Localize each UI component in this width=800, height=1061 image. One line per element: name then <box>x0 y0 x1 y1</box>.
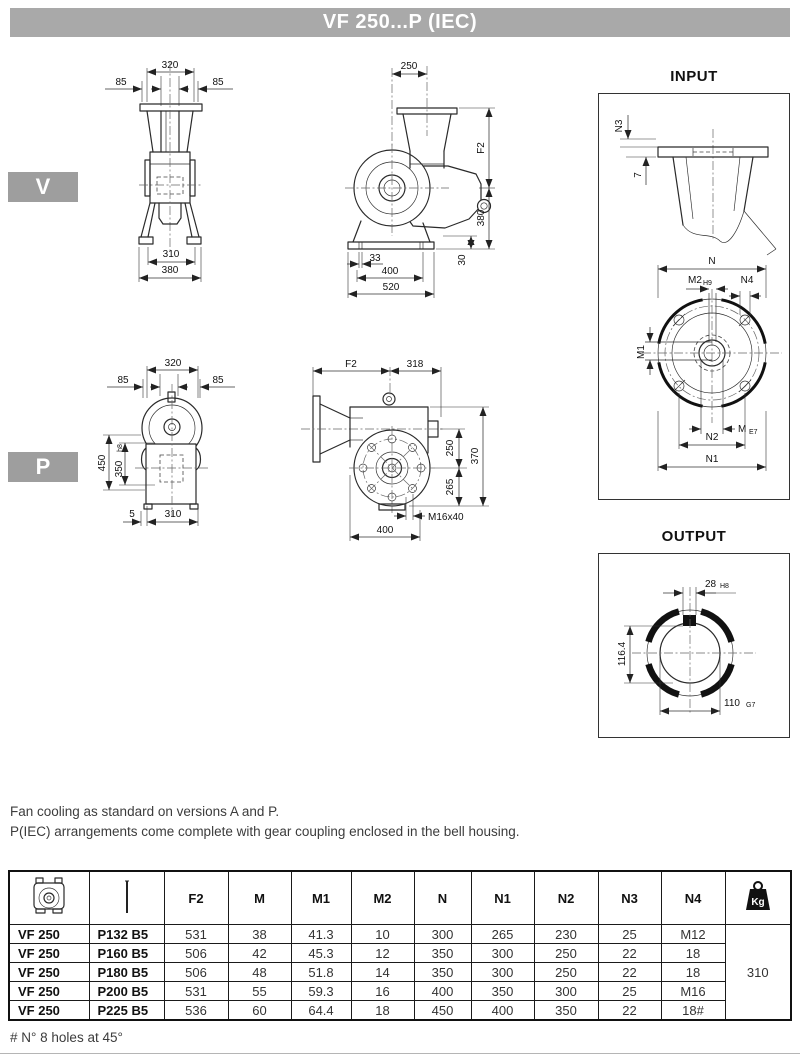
cell-model: VF 250 <box>9 963 89 982</box>
dim-v-offset-left: 85 <box>115 77 127 88</box>
cell-m: 60 <box>228 1001 291 1021</box>
cell-iec: P160 B5 <box>89 944 164 963</box>
version-p-label: P <box>35 454 51 479</box>
dim-p-ch-tol: h8 <box>117 444 124 452</box>
cell-f2: 531 <box>164 925 228 944</box>
p-front-drawing <box>95 356 280 538</box>
dim-output-key-d: 116.4 <box>617 641 628 667</box>
gearbox-icon <box>27 875 71 919</box>
dim-output-bore: 110 <box>724 698 740 709</box>
keyway-notch <box>683 615 696 626</box>
cell-n1: 300 <box>471 944 534 963</box>
header-m1: M1 <box>291 871 351 925</box>
dim-vside-slot: 33 <box>369 253 381 264</box>
cell-n3: 22 <box>598 963 661 982</box>
cell-m1: 45.3 <box>291 944 351 963</box>
header-n: N <box>414 871 471 925</box>
bottom-divider <box>0 1053 800 1054</box>
dim-p-ch: 350 <box>114 460 125 478</box>
cell-iec: P200 B5 <box>89 982 164 1001</box>
dim-vside-f2: F2 <box>476 142 487 154</box>
dim-v-base-inner: 310 <box>162 249 180 260</box>
dim-p-base-offset: 5 <box>129 509 135 520</box>
cell-n1: 350 <box>471 982 534 1001</box>
dim-input-n3: N3 <box>614 119 625 133</box>
footnote: # N° 8 holes at 45° <box>10 1030 123 1045</box>
dim-vside-base: 400 <box>381 266 399 277</box>
header-n4: N4 <box>661 871 725 925</box>
dimension-table <box>8 870 792 1021</box>
cell-n3: 22 <box>598 1001 661 1021</box>
dim-input-n1: N1 <box>705 454 719 465</box>
version-v-label: V <box>35 174 51 199</box>
cell-n: 450 <box>414 1001 471 1021</box>
cell-model: VF 250 <box>9 944 89 963</box>
version-tag-v <box>8 172 78 202</box>
dim-pside-lower: 265 <box>445 478 456 496</box>
dim-output-key-w: 28 <box>705 579 717 590</box>
cell-n2: 230 <box>534 925 598 944</box>
cell-n: 400 <box>414 982 471 1001</box>
cell-m2: 14 <box>351 963 414 982</box>
page-title-bar <box>10 8 790 37</box>
cell-iec: P225 B5 <box>89 1001 164 1021</box>
dim-vside-total: 520 <box>382 282 400 293</box>
cell-n1: 400 <box>471 1001 534 1021</box>
cell-n: 300 <box>414 925 471 944</box>
cell-f2: 531 <box>164 982 228 1001</box>
weight-kg-icon-cell <box>725 871 791 925</box>
input-drawing <box>598 93 790 500</box>
header-f2: F2 <box>164 871 228 925</box>
cell-m: 38 <box>228 925 291 944</box>
dim-input-n4: N4 <box>740 275 754 286</box>
dim-input-m2: M2 <box>688 275 702 286</box>
cell-m2: 16 <box>351 982 414 1001</box>
input-title: INPUT <box>670 68 718 85</box>
cell-m2: 10 <box>351 925 414 944</box>
dim-p-offset-right: 85 <box>212 375 224 386</box>
header-n3: N3 <box>598 871 661 925</box>
cell-m: 55 <box>228 982 291 1001</box>
cell-m1: 41.3 <box>291 925 351 944</box>
dim-p-height: 450 <box>97 454 108 472</box>
cell-n4: M12 <box>661 925 725 944</box>
dim-p-top-width: 320 <box>164 358 182 369</box>
dim-output-bore-tol: G7 <box>746 702 756 709</box>
dim-input-m2-tol: H9 <box>703 280 712 287</box>
cell-f2: 536 <box>164 1001 228 1021</box>
dim-pside-len: 318 <box>406 359 424 370</box>
cell-n: 350 <box>414 963 471 982</box>
dim-pside-h: 370 <box>470 447 481 465</box>
dim-input-n: N <box>708 256 716 267</box>
cell-n3: 22 <box>598 944 661 963</box>
cell-model: VF 250 <box>9 1001 89 1021</box>
input-shaft-icon <box>122 878 132 916</box>
cell-m: 42 <box>228 944 291 963</box>
cell-n4: M16 <box>661 982 725 1001</box>
cell-n2: 350 <box>534 1001 598 1021</box>
cell-n3: 25 <box>598 982 661 1001</box>
cell-m1: 51.8 <box>291 963 351 982</box>
dim-p-offset-left: 85 <box>117 375 129 386</box>
weight-kg-icon <box>743 879 773 915</box>
table-row <box>9 963 791 982</box>
dim-input-m: M <box>738 424 747 435</box>
cell-iec: P180 B5 <box>89 963 164 982</box>
dim-v-offset-right: 85 <box>212 77 224 88</box>
dim-pside-bolt: M16x40 <box>428 512 464 523</box>
header-m: M <box>228 871 291 925</box>
cell-n3: 25 <box>598 925 661 944</box>
dim-pside-f2: F2 <box>345 359 357 370</box>
cell-n1: 300 <box>471 963 534 982</box>
dim-v-base-outer: 380 <box>161 265 179 276</box>
cell-m1: 64.4 <box>291 1001 351 1021</box>
dim-vside-top: 250 <box>400 61 418 72</box>
dimension-table-wrap <box>8 870 792 1021</box>
dim-vside-foot: 30 <box>457 254 468 266</box>
kg-label: Kg <box>751 896 765 908</box>
version-tag-p <box>8 452 78 482</box>
dim-output-key-tol: H8 <box>720 583 729 590</box>
dim-pside-base: 400 <box>376 525 394 536</box>
cell-iec: P132 B5 <box>89 925 164 944</box>
gearbox-icon-cell <box>9 871 89 925</box>
dim-input-m-tol: E7 <box>749 429 758 436</box>
cell-model: VF 250 <box>9 982 89 1001</box>
cell-f2: 506 <box>164 944 228 963</box>
cell-f2: 506 <box>164 963 228 982</box>
table-header-row <box>9 871 791 925</box>
table-row <box>9 925 791 944</box>
dim-input-n2: N2 <box>705 432 719 443</box>
dim-input-m1: M1 <box>636 345 647 359</box>
input-shaft-icon-cell <box>89 871 164 925</box>
cell-m2: 12 <box>351 944 414 963</box>
header-n1: N1 <box>471 871 534 925</box>
header-m2: M2 <box>351 871 414 925</box>
output-drawing <box>598 553 790 738</box>
cell-m2: 18 <box>351 1001 414 1021</box>
dim-input-plate: 7 <box>633 172 644 178</box>
p-side-drawing <box>293 355 508 547</box>
cell-n4: 18 <box>661 944 725 963</box>
page-title: VF 250...P (IEC) <box>322 11 478 33</box>
dim-vside-h: 380 <box>476 209 487 227</box>
cell-model: VF 250 <box>9 925 89 944</box>
v-front-drawing <box>95 56 280 291</box>
dim-pside-upper: 250 <box>445 439 456 457</box>
note-line-2: P(IEC) arrangements come complete with gear coupling enclosed in the bell housing. <box>10 824 520 839</box>
cell-m: 48 <box>228 963 291 982</box>
cell-m1: 59.3 <box>291 982 351 1001</box>
cell-n2: 250 <box>534 963 598 982</box>
cell-n4: 18 <box>661 963 725 982</box>
note-line-1: Fan cooling as standard on versions A and P. <box>10 804 280 819</box>
cell-weight: 310 <box>725 925 791 1021</box>
table-row <box>9 944 791 963</box>
cell-n: 350 <box>414 944 471 963</box>
dim-v-top-width: 320 <box>161 60 179 71</box>
table-row <box>9 982 791 1001</box>
cell-n1: 265 <box>471 925 534 944</box>
header-n2: N2 <box>534 871 598 925</box>
cell-n2: 300 <box>534 982 598 1001</box>
v-side-drawing <box>293 56 523 311</box>
cell-n2: 250 <box>534 944 598 963</box>
output-title: OUTPUT <box>661 528 727 545</box>
cell-n4: 18# <box>661 1001 725 1021</box>
dim-p-base: 310 <box>164 509 182 520</box>
table-row <box>9 1001 791 1021</box>
